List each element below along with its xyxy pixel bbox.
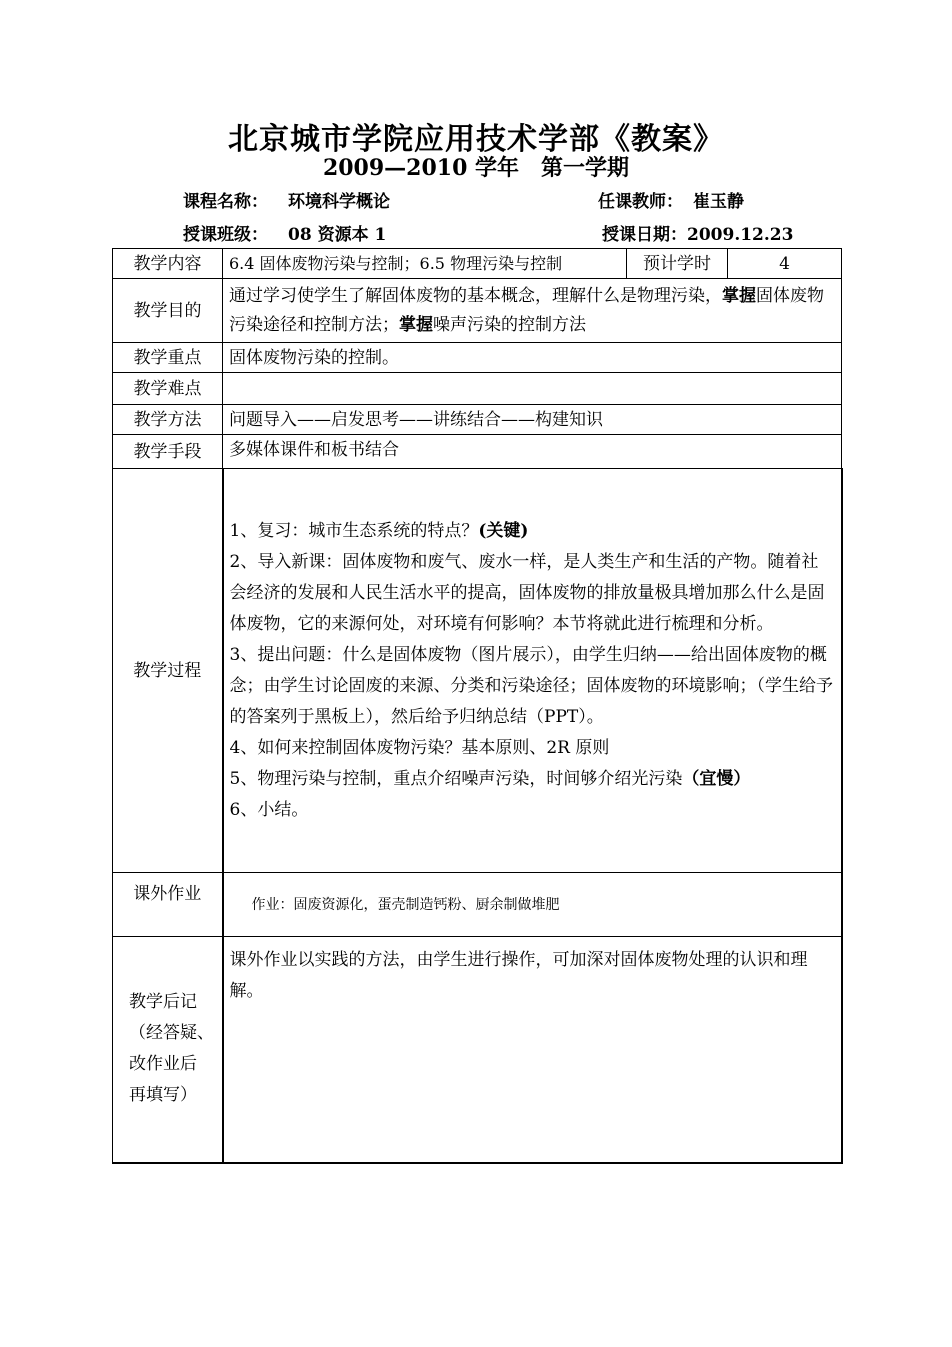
key-value: 固体废物污染的控制。 [223,343,842,373]
row-means [113,435,842,469]
process-step-3: 3、提出问题：什么是固体废物（图片展示），由学生归纳——给出固体废物的概念；由学生讨论固废的来源、分类和污染途径；固体废物的环境影响；（学生给予的答案列于黑板上），然后给予归纳总结（PPT）。 [229,644,833,727]
method-label: 教学方法 [113,405,223,435]
goal-text-a: 通过学习使学生了解固体废物的基本概念，理解什么是物理污染， [229,285,722,306]
means-label: 教学手段 [113,435,223,469]
course-label: 课程名称： [183,192,268,212]
process-step-6: 6、小结。 [229,799,309,820]
difficulty-value [223,373,842,405]
process-label: 教学过程 [113,469,223,873]
notes-label-line-1: 教学后记 [129,992,197,1013]
key-label: 教学重点 [113,343,223,373]
difficulty-label: 教学难点 [113,373,223,405]
teacher-info [598,187,744,212]
goal-text-c: 噪声污染的控制方法 [433,314,586,335]
notes-value: 课外作业以实践的方法，由学生进行操作，可加深对固体废物处理的认识和理解。 [223,937,842,1163]
course-value: 环境科学概论 [288,192,390,212]
notes-label [113,937,223,1163]
course-info [183,187,390,212]
hours-value: 4 [728,249,842,279]
notes-label-line-3: 改作业后 [129,1054,197,1075]
row-process [113,469,842,873]
row-homework [113,873,842,937]
date-value: 2009.12.23 [687,225,794,245]
row-content [113,249,842,279]
academic-term: 2009—2010 学年 第一学期 [322,155,630,181]
date-label: 授课日期： [602,225,687,245]
process-step-1: 1、复习：城市生态系统的特点？(关键) [229,520,529,541]
document-title: 北京城市学院应用技术学部《教案》 [228,122,724,157]
notes-label-line-2: （经答疑、 [129,1023,214,1044]
goal-text-b: 固体废物污染途径和控制方法； [229,285,824,335]
content-label: 教学内容 [113,249,223,279]
row-method [113,405,842,435]
class-info [183,220,386,245]
notes-label-line-4: 再填写） [129,1085,197,1106]
goal-value [223,279,842,343]
process-step-2: 2、导入新课：固体废物和废气、废水一样，是人类生产和生活的产物。随着社会经济的发展和人民生活水平的提高，固体废物的排放量极具增加那么什么是固体废物，它的来源何处，对环境有何影响？本节将就此进行梳理和分析。 [229,551,825,634]
row-key [113,343,842,373]
hours-label: 预计学时 [627,249,728,279]
teacher-value: 崔玉静 [693,192,744,212]
goal-label: 教学目的 [113,279,223,343]
row-difficulty [113,373,842,405]
homework-label: 课外作业 [113,873,223,937]
lesson-plan-table [112,248,843,1164]
process-value [223,469,842,873]
teacher-label: 任课教师： [598,192,683,212]
class-label: 授课班级： [183,225,268,245]
date-info [602,220,793,245]
process-step-4: 4、如何来控制固体废物污染？基本原则、2R 原则 [229,737,610,758]
row-goal [113,279,842,343]
content-value: 6.4 固体废物污染与控制；6.5 物理污染与控制 [223,249,627,279]
method-value: 问题导入——启发思考——讲练结合——构建知识 [223,405,842,435]
class-value: 08 资源本 1 [288,225,387,245]
row-notes [113,937,842,1163]
process-step-5: 5、物理污染与控制，重点介绍噪声污染，时间够介绍光污染（宜慢） [229,768,751,789]
goal-bold-a: 掌握 [722,285,756,306]
homework-value: 作业：固废资源化，蛋壳制造钙粉、厨余制做堆肥 [223,873,842,937]
means-value: 多媒体课件和板书结合 [223,435,842,469]
goal-bold-b: 掌握 [399,314,433,335]
